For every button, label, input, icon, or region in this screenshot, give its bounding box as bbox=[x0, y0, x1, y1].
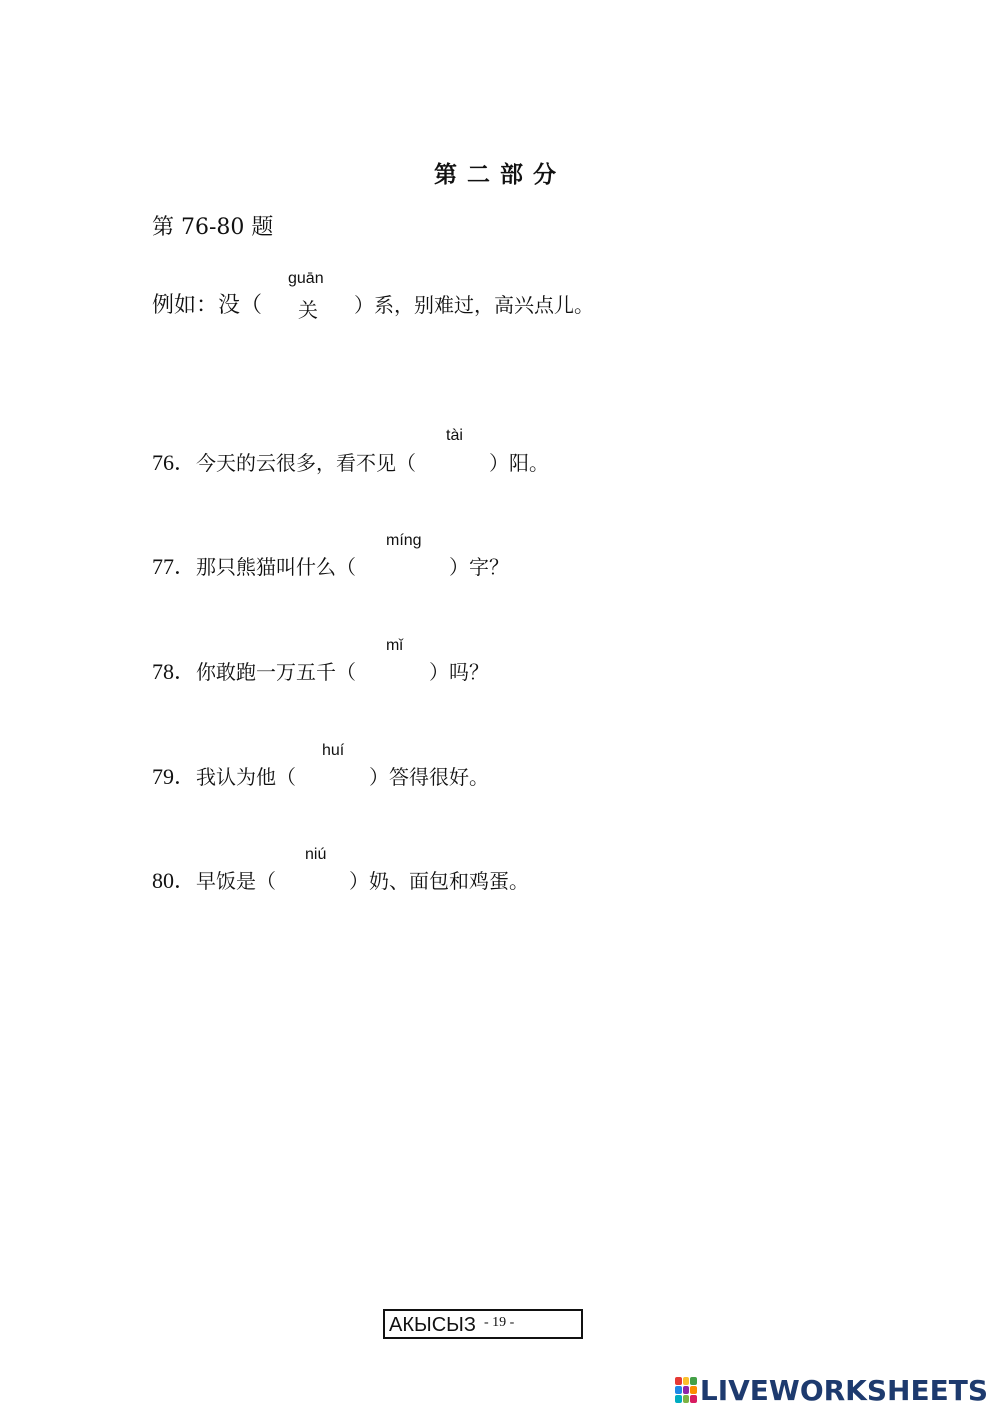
q78-answer-field[interactable] bbox=[356, 661, 429, 687]
question-76 bbox=[152, 446, 549, 476]
q76-answer-field[interactable] bbox=[416, 452, 489, 478]
q79-pinyin: huí bbox=[322, 742, 345, 759]
q80-text-before: 早饭是（ bbox=[196, 869, 277, 893]
q76-text-after: ）阳。 bbox=[489, 451, 550, 475]
q77-text-after: ）字？ bbox=[449, 555, 510, 579]
q79-text-before: 我认为他（ bbox=[196, 765, 297, 789]
q80-pinyin: niú bbox=[305, 846, 327, 863]
q79-text-after: ）答得很好。 bbox=[369, 765, 490, 789]
footer-free-label: АКЫСЫЗ bbox=[389, 1314, 476, 1336]
section-heading: 第 76-80 题 bbox=[152, 215, 274, 240]
example-pinyin: guān bbox=[288, 270, 324, 287]
example-label: 例如：没（ bbox=[152, 293, 263, 318]
q76-number: 76． bbox=[152, 450, 197, 475]
page-title: 第二部分 bbox=[434, 161, 566, 188]
q76-text-before: 今天的云很多，看不见（ bbox=[196, 451, 417, 475]
q80-text-after: ）奶、面包和鸡蛋。 bbox=[349, 869, 530, 893]
question-78 bbox=[152, 655, 489, 685]
question-79 bbox=[152, 760, 489, 790]
q77-pinyin: míng bbox=[386, 532, 422, 549]
q78-number: 78． bbox=[152, 659, 197, 684]
question-80 bbox=[152, 864, 529, 894]
footer-box bbox=[383, 1309, 583, 1339]
example-answer: 关 bbox=[298, 297, 319, 322]
q78-text-before: 你敢跑一万五千（ bbox=[196, 660, 357, 684]
example-after: ）系，别难过，高兴点儿。 bbox=[354, 293, 595, 317]
q80-answer-field[interactable] bbox=[276, 870, 349, 896]
q78-pinyin: mǐ bbox=[386, 637, 403, 654]
q77-answer-field[interactable] bbox=[356, 556, 449, 582]
q77-text-before: 那只熊猫叫什么（ bbox=[196, 555, 357, 579]
q79-number: 79． bbox=[152, 764, 197, 789]
q76-pinyin: tài bbox=[446, 427, 463, 444]
liveworksheets-wordmark: LIVEWORKSHEETS bbox=[699, 1373, 988, 1407]
question-77 bbox=[152, 550, 509, 580]
liveworksheets-logo-icon bbox=[675, 1377, 697, 1403]
q78-text-after: ）吗？ bbox=[429, 660, 490, 684]
q79-answer-field[interactable] bbox=[296, 766, 369, 792]
page-number: - 19 - bbox=[484, 1315, 515, 1330]
q77-number: 77． bbox=[152, 554, 197, 579]
q80-number: 80． bbox=[152, 868, 197, 893]
example-line bbox=[152, 288, 595, 322]
liveworksheets-logo bbox=[675, 1374, 988, 1406]
